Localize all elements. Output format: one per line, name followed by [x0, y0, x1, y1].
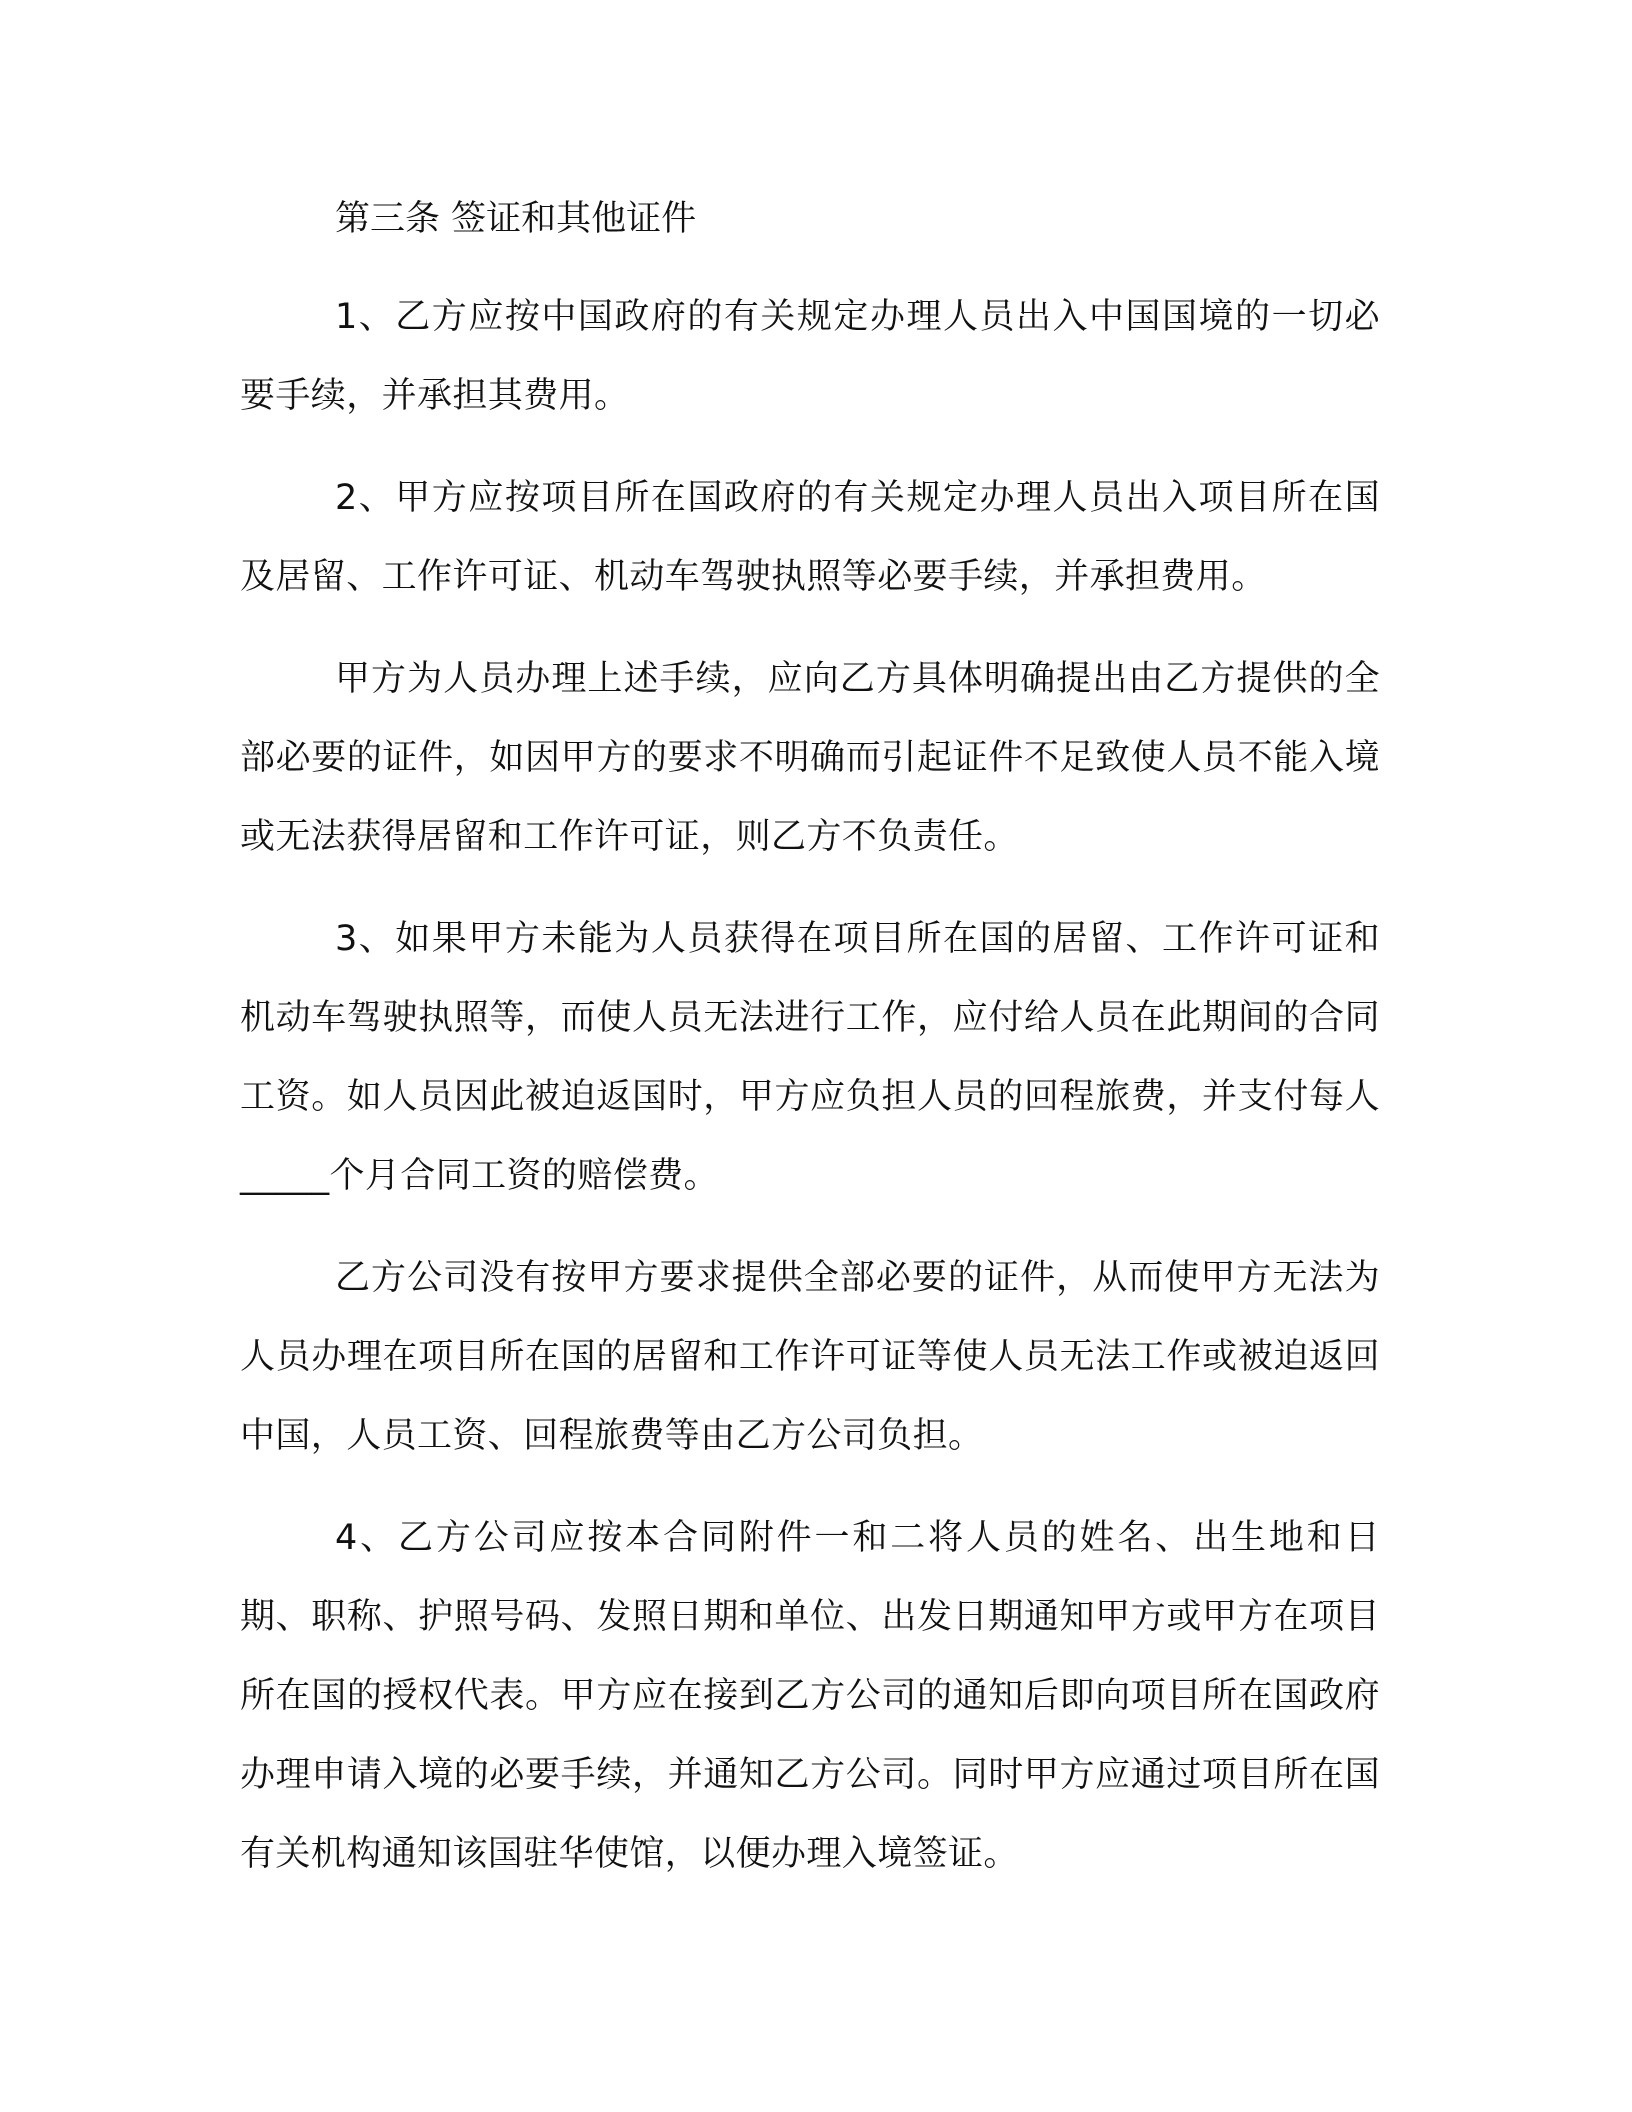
document-body — [240, 190, 1380, 1917]
article-heading: 第三条 签证和其他证件 — [335, 199, 697, 239]
paragraph-2: 2、甲方应按项目所在国政府的有关规定办理人员出入项目所在国及居留、工作许可证、机动车驾驶执照等必要手续，并承担费用。 — [240, 478, 1380, 597]
paragraph-1: 1、乙方应按中国政府的有关规定办理人员出入中国国境的一切必要手续，并承担其费用。 — [240, 297, 1380, 416]
paragraph-3: 甲方为人员办理上述手续，应向乙方具体明确提出由乙方提供的全部必要的证件，如因甲方的要求不明确而引起证件不足致使人员不能入境或无法获得居留和工作许可证，则乙方不负责任。 — [240, 659, 1380, 857]
paragraph-5: 乙方公司没有按甲方要求提供全部必要的证件，从而使甲方无法为人员办理在项目所在国的居留和工作许可证等使人员无法工作或被迫返回中国，人员工资、回程旅费等由乙方公司负担。 — [240, 1258, 1380, 1456]
paragraph-6: 4、乙方公司应按本合同附件一和二将人员的姓名、出生地和日期、职称、护照号码、发照日期和单位、出发日期通知甲方或甲方在项目所在国的授权代表。甲方应在接到乙方公司的通知后即向项目所在国政府办理申请入境的必要手续，并通知乙方公司。同时甲方应通过项目所在国有关机构通知该国驻华使馆，以便办理入境签证。 — [240, 1518, 1380, 1874]
paragraph-4: 3、如果甲方未能为人员获得在项目所在国的居留、工作许可证和机动车驾驶执照等，而使人员无法进行工作，应付给人员在此期间的合同工资。如人员因此被迫返国时，甲方应负担人员的回程旅费，并支付每人_____个月合同工资的赔偿费。 — [240, 919, 1380, 1196]
